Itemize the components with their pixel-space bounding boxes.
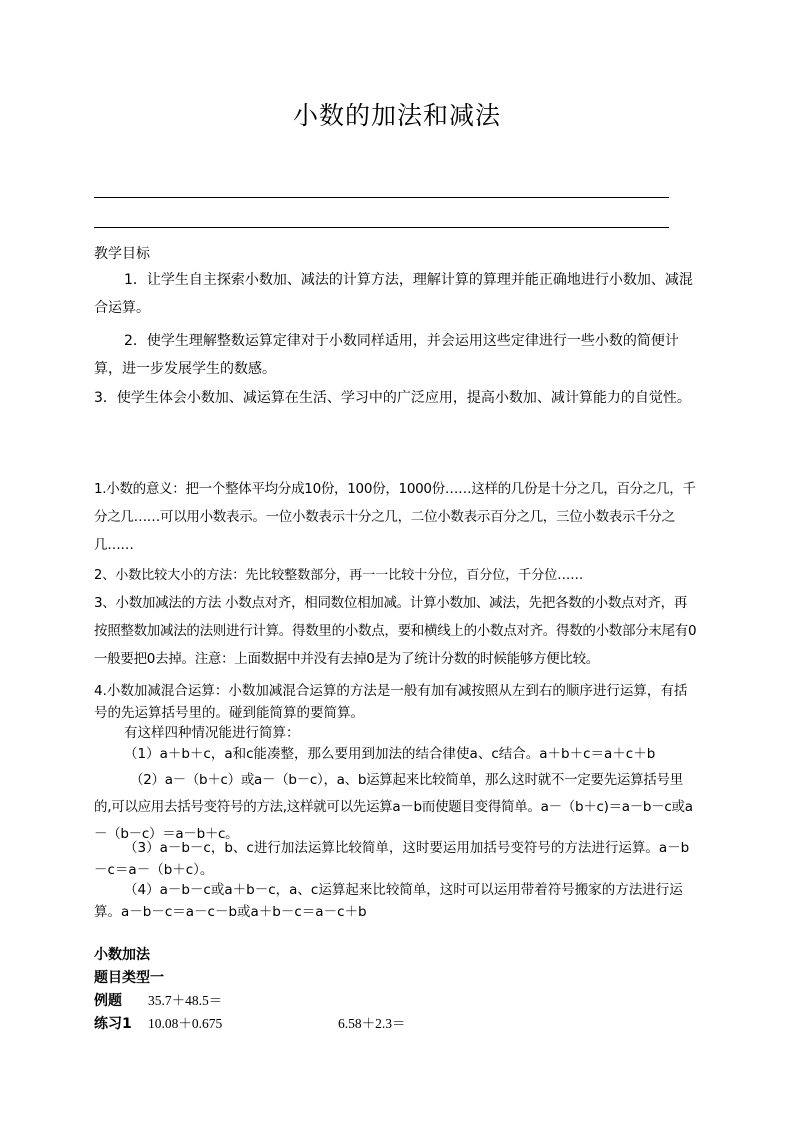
example-row [94,991,222,1011]
example-label: 例题 [94,993,122,1009]
practice-expression: 10.08＋0.675 [148,1016,223,1031]
page-title: 小数的加法和减法 [292,101,501,130]
simplify-case-2: （2）a－（b＋c）或a－（b－c），a、b运算起来比较简单，那么这时就不一定要先运算括号里的,可以应用去括号变符号的方法,这样就可以先运算a－b而使题目变得简单。a－（b＋c)＝a－b－c或a－（b－c）＝a－b＋c。 [94,772,693,842]
question-type-heading: 题目类型一 [94,970,164,986]
section-heading: 小数加法 [94,947,150,963]
objective-item: 2．使学生理解整数运算定律对于小数同样适用，并会运用这些定律进行一些小数的简便计算，进一步发展学生的数感。 [94,333,679,377]
knowledge-point-1: 1.小数的意义：把一个整体平均分成10份，100份，1000份……这样的几份是十分之几，百分之几，千分之几……可以用小数表示。一位小数表示十分之几，二位小数表示百分之几，三位小数表示千分之几…… [94,481,696,553]
practice-expression: 6.58＋2.3＝ [338,1016,406,1031]
objective-item: 3．使学生体会小数加、减运算在生活、学习中的广泛应用，提高小数加、减计算能力的自觉性。 [94,390,691,406]
objectives-heading: 教学目标 [94,246,150,262]
practice-label: 练习1 [94,1016,132,1032]
simplify-case-4: （4）a－b－c或a＋b－c，a、c运算起来比较简单，这时可以运用带着符号搬家的方法进行运算。a－b－c＝a－c－b或a＋b－c＝a－c＋b [94,882,683,920]
example-expression: 35.7＋48.5＝ [148,993,223,1008]
simplify-case-1: （1）a＋b＋c，a和c能凑整，那么要用到加法的结合律使a、c结合。a＋b＋c＝a＋c＋b [124,746,656,762]
simplify-case-3: （3）a－b－c，b、c进行加法运算比较简单，这时要运用加括号变符号的方法进行运算。a－b－c＝a－（b＋c）。 [94,840,690,878]
knowledge-point-4: 4.小数加减混合运算：小数加减混合运算的方法是一般有加有减按照从左到右的顺序进行运算，有括号的先运算括号里的。碰到能简算的要简算。 [94,683,688,721]
simplify-intro: 有这样四种情况能进行简算： [124,725,300,741]
knowledge-point-3: 3、小数加减法的方法 小数点对齐，相同数位相加减。计算小数加、减法，先把各数的小数点对齐，再按照整数加减法的法则进行计算。得数里的小数点，要和横线上的小数点对齐。得数的小数部分末尾有0一般要把0去掉。注意：上面数据中并没有去掉0是为了统计分数的时候能够方便比较。 [94,595,697,667]
objective-item: 1．让学生自主探索小数加、减法的计算方法，理解计算的算理并能正确地进行小数加、减混合运算。 [94,272,693,316]
blank-line [94,197,669,198]
practice-row [94,1014,406,1034]
blank-line [94,227,669,228]
knowledge-point-2: 2、小数比较大小的方法：先比较整数部分，再一一比较十分位，百分位，千分位…… [94,568,584,583]
